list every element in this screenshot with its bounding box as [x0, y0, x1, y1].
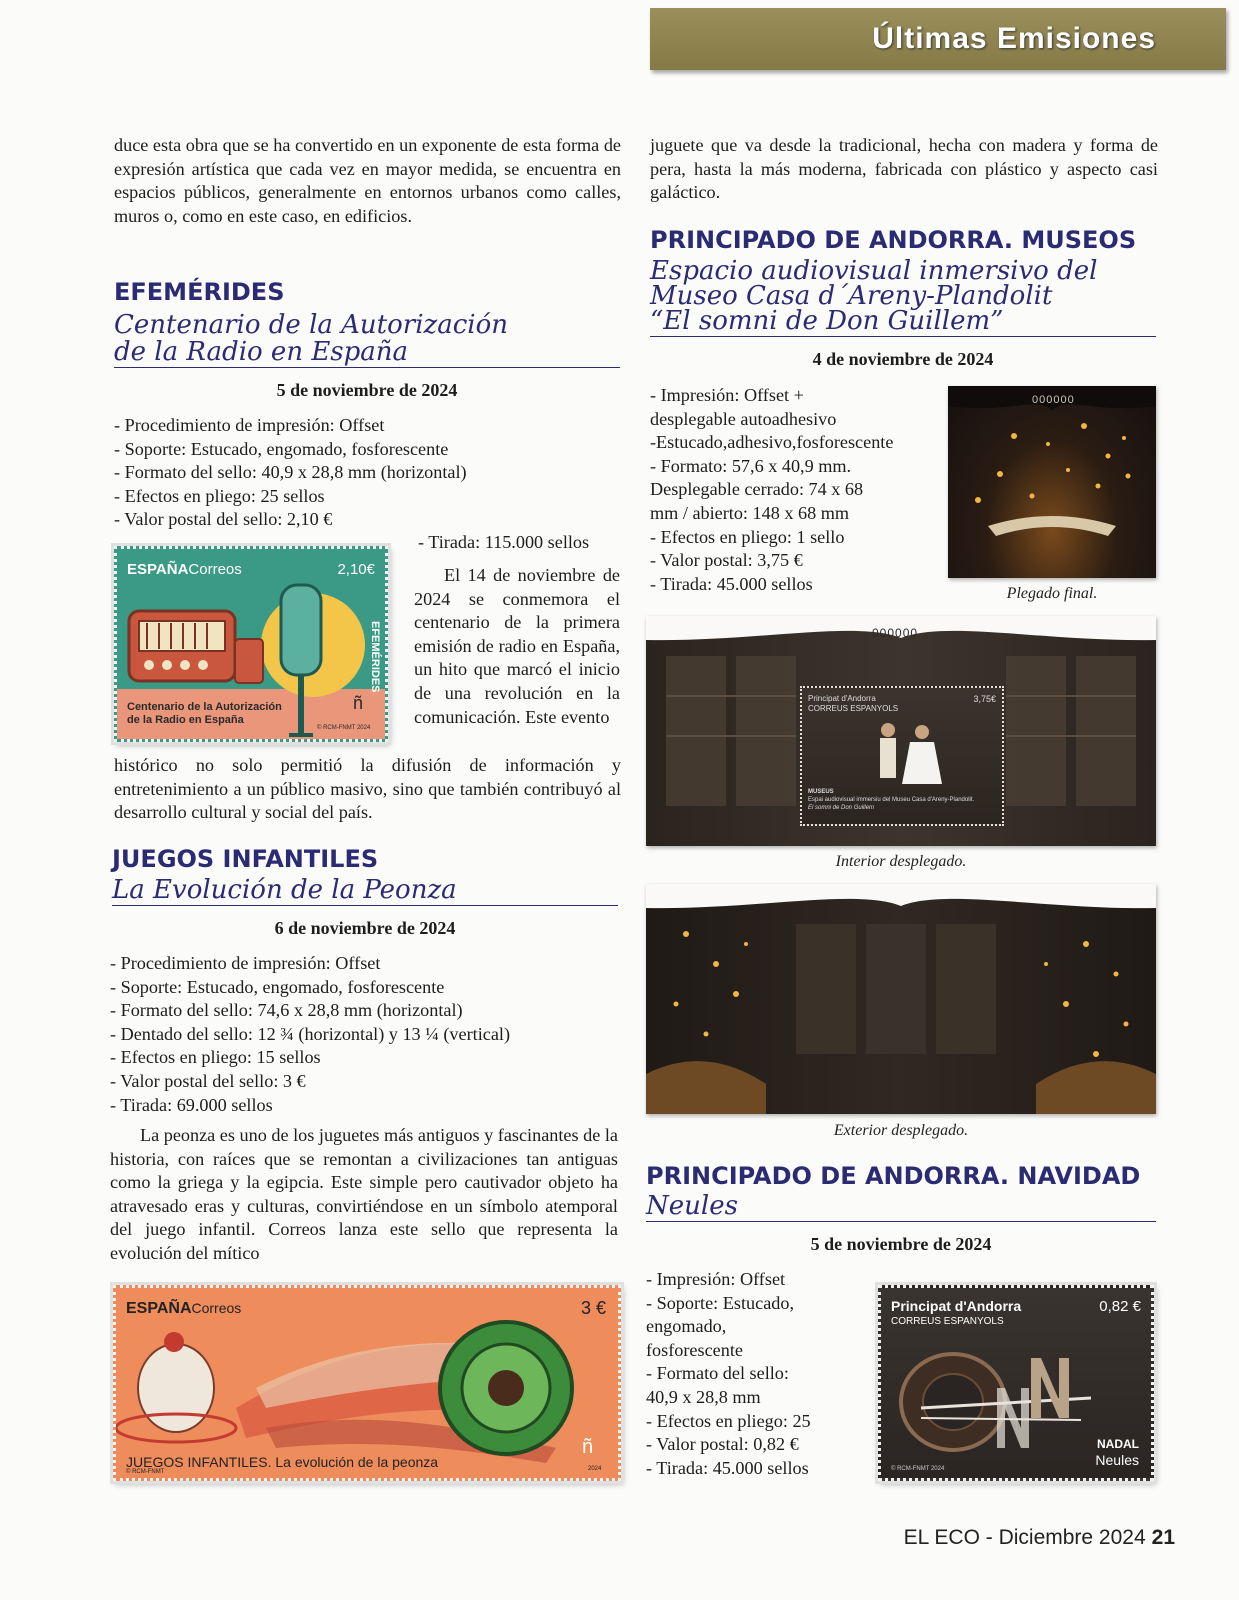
spec-item: - Tirada: 69.000 sellos [110, 1094, 273, 1115]
radio-stamp-brand: Correos [188, 561, 242, 578]
museos-folded-image [948, 386, 1156, 578]
museos-subtitle-2: Museo Casa d´Areny-Plandolit [650, 281, 1053, 311]
page-number: 21 [1151, 1526, 1175, 1549]
peonza-section-rule [112, 905, 618, 906]
museos-folded-art [948, 386, 1156, 578]
spec-item: - Tirada: 45.000 sellos [650, 573, 813, 594]
radio-date: 5 de noviembre de 2024 [276, 380, 458, 400]
navidad-specs [646, 1268, 866, 1480]
museos-sheet-label: MUSEUS [808, 789, 834, 795]
museos-caption-exterior: Exterior desplegado. [833, 1122, 969, 1139]
radio-section-title: EFEMÉRIDES [114, 278, 285, 306]
museos-sheet-stamp [800, 686, 1004, 826]
museos-sheet-desc-1: Espai audiovisual immersiu del Museu Casa d'Areny-Plandolit. [808, 797, 975, 803]
radio-tirada: - Tirada: 115.000 sellos [418, 532, 590, 552]
radio-stamp-country: ESPAÑA [127, 561, 189, 578]
spec-item: - Formato del sello: 74,6 x 28,8 mm (horizontal) [110, 1000, 463, 1021]
museos-interior-image [646, 616, 1156, 846]
spec-item: - Impresión: Offset + [650, 385, 804, 405]
spec-item: - Tirada: 45.000 sellos [646, 1457, 809, 1478]
radio-section-subtitle-2: de la Radio en España [114, 337, 409, 367]
navidad-section-subtitle: Neules [646, 1191, 738, 1221]
navidad-stamp-country: Principat d'Andorra [891, 1298, 1022, 1314]
radio-text-beside: El 14 de noviembre de 2024 se conmemora el centenario de la primera emisión de radio en España, un hito que marcó el inicio de una revolución en la comunicación. Este evento [414, 565, 620, 727]
peonza-text: La peonza es uno de los juguetes más antiguos y fascinantes de la historia, con raíces que se remontan a civilizaciones tan antiguas como la griega y la egipcia. Este simple pero cautivador objeto ha atravesado eras y culturas, convirtiéndose en un símbolo atemporal del juego infantil. Correos lanza este sello que representa la evolución del mítico [110, 1125, 618, 1263]
museos-subtitle-3: “El somni de Don Guillem” [650, 306, 1004, 336]
peonza-stamp-caption: JUEGOS INFANTILES. La evolución de la peonza [126, 1454, 439, 1470]
radio-section-subtitle-1: Centenario de la Autorización [114, 310, 508, 340]
museos-sheet-brand: CORREUS ESPANYOLS [808, 704, 899, 713]
museos-sheet-value: 3,75€ [973, 694, 996, 704]
spec-item: desplegable autoadhesivo [650, 408, 837, 429]
spec-item: - Efectos en pliego: 25 [646, 1410, 811, 1431]
museos-sheet-desc [808, 788, 974, 812]
spec-item: - Valor postal del sello: 2,10 € [114, 509, 333, 530]
spec-item: - Procedimiento de impresión: Offset [114, 415, 385, 435]
radio-stamp-value: 2,10€ [337, 561, 375, 578]
museos-exterior-art [646, 884, 1156, 1114]
museos-caption-folded: Plegado final. [1006, 585, 1098, 602]
navidad-stamp-label-2: Neules [1095, 1452, 1139, 1468]
peonza-section-title: JUEGOS INFANTILES [112, 845, 379, 873]
peonza-continuation: juguete que va desde la tradicional, hecha con madera y forma de pera, hasta la más moderna, fabricada con plástico y aspecto casi galáctico. [650, 135, 1158, 203]
radio-stamp-caption [127, 701, 282, 727]
radio-stamp-imprint: © RCM-FNMT 2024 [317, 725, 371, 731]
navidad-stamp [878, 1285, 1154, 1481]
spec-item: fosforescente [646, 1339, 743, 1360]
peonza-date: 6 de noviembre de 2024 [274, 918, 456, 938]
peonza-stamp-imprint: © RCM-FNMT [126, 1469, 165, 1475]
spec-item: - Valor postal: 3,75 € [650, 550, 803, 571]
spec-item: - Valor postal del sello: 3 € [110, 1070, 306, 1091]
peonza-stamp-value: 3 € [580, 1298, 606, 1318]
navidad-section-title: PRINCIPADO DE ANDORRA. NAVIDAD [646, 1162, 1141, 1190]
museos-sheet-header [808, 694, 898, 714]
peonza-stamp-brand: Correos [191, 1300, 242, 1316]
radio-stamp-country-label [127, 561, 242, 578]
spec-item: - Efectos en pliego: 1 sello [650, 526, 845, 547]
radio-stamp-mark: ñ [353, 693, 364, 713]
museos-folded-serial: 000000 [1032, 394, 1075, 406]
spec-item: - Formato: 57,6 x 40,9 mm. [650, 455, 852, 476]
spec-item: - Soporte: Estucado, [646, 1292, 794, 1313]
museos-specs [650, 384, 940, 596]
peonza-specs [110, 952, 630, 1117]
museos-sheet-country: Principat d'Andorra [808, 694, 876, 703]
intro-paragraph [114, 134, 621, 228]
spec-item: - Efectos en pliego: 15 sellos [110, 1047, 321, 1068]
section-header-title: Últimas Emisiones [872, 22, 1156, 55]
museos-interior-serial: 000000 [872, 626, 919, 640]
navidad-stamp-brand: CORREUS ESPANYOLS [891, 1316, 1004, 1327]
radio-stamp-caption-1: Centenario de la Autorización [127, 701, 282, 713]
spec-item: - Dentado del sello: 12 ¾ (horizontal) y 13 ¼ (vertical) [110, 1023, 511, 1044]
museos-date: 4 de noviembre de 2024 [812, 349, 994, 369]
peonza-section-subtitle: La Evolución de la Peonza [112, 875, 457, 905]
museos-exterior-image [646, 884, 1156, 1114]
spec-item: - Formato del sello: [646, 1363, 789, 1384]
navidad-stamp-imprint: © RCM-FNMT 2024 [891, 1466, 945, 1472]
spec-item: engomado, [646, 1316, 727, 1337]
radio-stamp-side-label: EFEMÉRIDES [369, 621, 381, 693]
spec-item: - Soporte: Estucado, engomado, fosforescente [110, 976, 445, 997]
navidad-stamp-value: 0,82 € [1099, 1298, 1141, 1315]
radio-section-rule [114, 367, 620, 368]
spec-item: - Soporte: Estucado, engomado, fosforescente [114, 438, 449, 459]
navidad-stamp-header [891, 1298, 1021, 1330]
spec-item: -Estucado,adhesivo,fosforescente [650, 432, 894, 453]
peonza-stamp-country-label [126, 1300, 241, 1318]
peonza-stamp-mark: ñ [582, 1436, 594, 1458]
spec-item: - Efectos en pliego: 25 sellos [114, 485, 325, 506]
section-header-bar [650, 8, 1226, 70]
spec-item: mm / abierto: 148 x 68 mm [650, 502, 850, 523]
radio-specs [114, 414, 634, 532]
radio-text-after: histórico no solo permitió la difusión de información y entretenimiento a un público masivo, sino que también contribuyó al desarrollo cultural y social del país. [114, 755, 621, 823]
navidad-stamp-label-1: NADAL [1097, 1437, 1139, 1451]
museos-section-rule [650, 336, 1156, 337]
museos-section-title: PRINCIPADO DE ANDORRA. MUSEOS [650, 226, 1137, 254]
navidad-date: 5 de noviembre de 2024 [810, 1234, 992, 1254]
spec-item: Desplegable cerrado: 74 x 68 [650, 479, 864, 500]
museos-caption-interior: Interior desplegado. [835, 853, 967, 870]
footer-publication: EL ECO - Diciembre 2024 [903, 1526, 1146, 1549]
museos-sheet-desc-2: El somni de Don Guillem [808, 805, 875, 811]
museos-subtitle-1: Espacio audiovisual inmersivo del [650, 256, 1098, 286]
peonza-stamp-year: 2024 [588, 1466, 602, 1472]
spec-item: - Formato del sello: 40,9 x 28,8 mm (horizontal) [114, 462, 467, 483]
spec-item: - Impresión: Offset [646, 1269, 786, 1289]
spec-item: - Valor postal: 0,82 € [646, 1434, 799, 1455]
intro-text: duce esta obra que se ha convertido en un exponente de esta forma de expresión artística que cada vez en mayor medida, se encuentra en espacios públicos, generalmente en entornos urbanos como calles, muros o, como en este caso, en edificios. [114, 135, 621, 226]
navidad-stamp-label [1095, 1436, 1139, 1468]
spec-item: - Procedimiento de impresión: Offset [110, 953, 381, 973]
spec-item: 40,9 x 28,8 mm [646, 1386, 761, 1407]
peonza-stamp [113, 1285, 621, 1481]
peonza-stamp-country: ESPAÑA [126, 1300, 192, 1317]
radio-stamp [114, 546, 388, 742]
navidad-section-rule [646, 1221, 1156, 1222]
radio-stamp-caption-2: de la Radio en España [127, 714, 244, 726]
page-footer [904, 1526, 1175, 1550]
